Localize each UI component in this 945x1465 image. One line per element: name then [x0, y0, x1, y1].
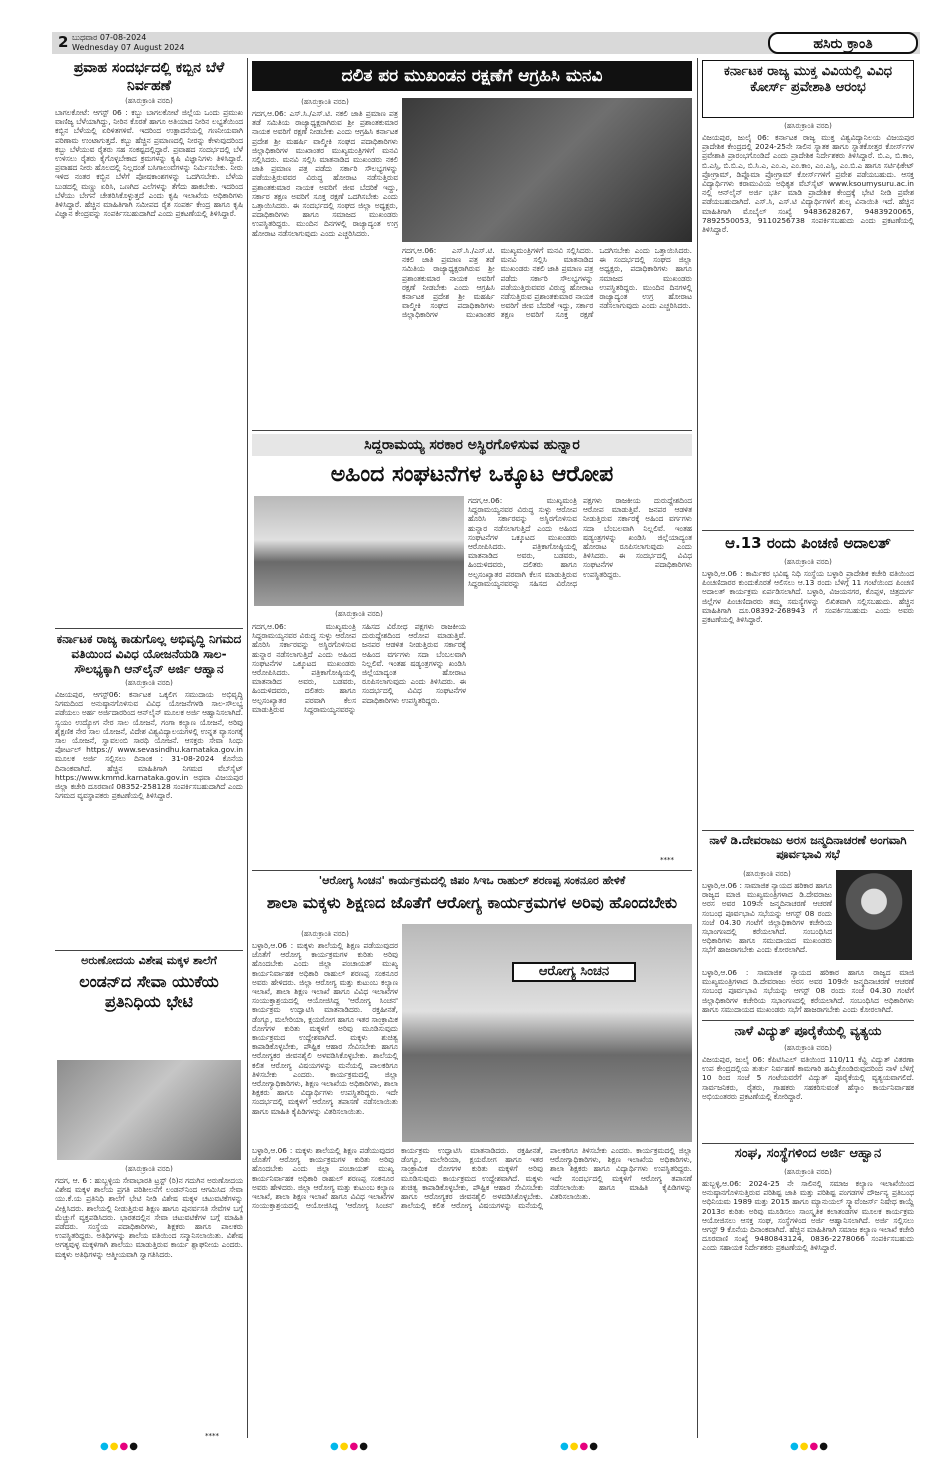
article-body: ಹುಬ್ಬಳ್ಳಿ,ಆ.06: 2024-25 ನೇ ಸಾಲಿನಲ್ಲಿ ಸಮಾಜ ಕಲ್ಯಾಣ ಇಲಾಖೆಯಿಂದ ಅನುಷ್ಠಾನಗೊಳಿಸುತ್ತಿರುವ ಪರಿಶಿಷ್ಟ ಜಾತಿ ಮತ್ತು ಪರಿಶಿಷ್ಟ ಪಂಗಡಗಳ ದೌರ್ಜನ್ಯ ಪ್ರತಿಬಂಧ ಅಧಿನಿಯಮ 1989 ಮತ್ತು 2015 ಹಾಗೂ ಮ್ಯಾನುಯಲ್ ಸ್ಕ್ಯಾವೆಂಜರ್ಸ್ ನಿಷೇಧ ಕಾಯ್ದೆ 2013ರ ಕುರಿತು ಅರಿವು ಮೂಡಿಸಲು ಸಾಂಸ್ಕೃತಿಕ ಕಲಾತಂಡಗಳ ಮೂಲಕ ಕಾರ್ಯಕ್ರಮ ಆಯೋಜಿಸಲು ಆಸಕ್ತ ಸಂಘ, ಸಂಸ್ಥೆಗಳಿಂದ ಅರ್ಜಿ ಆಹ್ವಾನಿಸಲಾಗಿದೆ. ಅರ್ಜಿ ಸಲ್ಲಿಸಲು ಆಗಸ್ಟ್ 9 ಕೊನೆಯ ದಿನಾಂಕವಾಗಿದೆ. ಹೆಚ್ಚಿನ ಮಾಹಿತಿಗಾಗಿ ಸಮಾಜ ಕಲ್ಯಾಣ ಇಲಾಖೆ ಕಚೇರಿ ದೂರವಾಣಿ ಸಂಖ್ಯೆ 9480843124, 0836-2278066 ಸಂಪರ್ಕಿಸಬಹುದು ಎಂದು ಸಹಾಯಕ ನಿರ್ದೇಶಕರು ಪ್ರಕಟಣೆಯಲ್ಲಿ ತಿಳಿಸಿದ್ದಾರೆ. — [702, 1179, 914, 1253]
article-london-visit-head — [55, 954, 243, 1059]
divider — [702, 1020, 914, 1021]
end-mark: **** — [660, 856, 674, 864]
article-body: ಬಳ್ಳಾರಿ,ಆ.06 : ಮಕ್ಕಳು ಶಾಲೆಯಲ್ಲಿ ಶಿಕ್ಷಣ ಪಡೆಯುವುದರ ಜೊತೆಗೆ ಆರೋಗ್ಯ ಕಾರ್ಯಕ್ರಮಗಳ ಕುರಿತು ಅರಿವು ಹೊಂದಬೇಕು ಎಂದು ಜಿಲ್ಲಾ ಪಂಚಾಯತ್ ಮುಖ್ಯ ಕಾರ್ಯನಿರ್ವಾಹಕ ಅಧಿಕಾರಿ ರಾಹುಲ್ ಶರಣಪ್ಪ ಸಂಕನೂರ ಅವರು ಹೇಳಿದರು. ಜಿಲ್ಲಾ ಆರೋಗ್ಯ ಮತ್ತು ಕುಟುಂಬ ಕಲ್ಯಾಣ ಇಲಾಖೆ, ಶಾಲಾ ಶಿಕ್ಷಣ ಇಲಾಖೆ ಹಾಗೂ ವಿವಿಧ ಇಲಾಖೆಗಳ ಸಂಯುಕ್ತಾಶ್ರಯದಲ್ಲಿ ಆಯೋಜಿಸಿದ್ದ 'ಆರೋಗ್ಯ ಸಿಂಚನ' ಕಾರ್ಯಕ್ರಮ ಉದ್ಘಾಟಿಸಿ ಮಾತನಾಡಿದರು. ರಕ್ತಹೀನತೆ, ಡೆಂಗ್ಯೂ, ಮಲೇರಿಯಾ, ಕ್ಷಯರೋಗ ಹಾಗೂ ಇತರ ಸಾಂಕ್ರಾಮಿಕ ರೋಗಗಳ ಕುರಿತು ಮಕ್ಕಳಿಗೆ ಅರಿವು ಮೂಡಿಸುವುದು ಕಾರ್ಯಕ್ರಮದ ಉದ್ದೇಶವಾಗಿದೆ. ಮಕ್ಕಳು ಶುಚಿತ್ವ ಕಾಪಾಡಿಕೊಳ್ಳಬೇಕು, ಪೌಷ್ಟಿಕ ಆಹಾರ ಸೇವಿಸಬೇಕು ಹಾಗೂ ಆರೋಗ್ಯಕರ ಜೀವನಶೈಲಿ ಅಳವಡಿಸಿಕೊಳ್ಳಬೇಕು. ಶಾಲೆಯಲ್ಲಿ ಕಲಿತ ಆರೋಗ್ಯ ವಿಷಯಗಳನ್ನು ಮನೆಯಲ್ಲಿ ಪಾಲಕರಿಗೂ ತಿಳಿಸಬೇಕು ಎಂದರು. ಕಾರ್ಯಕ್ರಮದಲ್ಲಿ ಜಿಲ್ಲಾ ಆರೋಗ್ಯಾಧಿಕಾರಿಗಳು, ಶಿಕ್ಷಣ ಇಲಾಖೆಯ ಅಧಿಕಾರಿಗಳು, ಶಾಲಾ ಶಿಕ್ಷಕರು ಹಾಗೂ ವಿದ್ಯಾರ್ಥಿಗಳು ಉಪಸ್ಥಿತರಿದ್ದರು. ಇದೇ ಸಂದರ್ಭದಲ್ಲಿ ಮಕ್ಕಳಿಗೆ ಆರೋಗ್ಯ ತಪಾಸಣೆ ನಡೆಸಲಾಯಿತು ಹಾಗೂ ಮಾಹಿತಿ ಕೈಪಿಡಿಗಳನ್ನು ವಿತರಿಸಲಾಯಿತು. — [252, 941, 398, 1116]
article-body: ಗದಗ,ಆ.06: ಎಸ್.ಸಿ./ಎಸ್.ಟಿ. ನಕಲಿ ಜಾತಿ ಪ್ರಮಾಣ ಪತ್ರ ತಡೆ ಸಮಿತಿಯ ರಾಜ್ಯಾಧ್ಯಕ್ಷರಾಗಿರುವ ಶ್ರೀ ಪ್ರಶಾಂತಕುಮಾರ ನಾಯಕ ಅವರಿಗೆ ರಕ್ಷಣೆ ನೀಡಬೇಕು ಎಂದು ಆಗ್ರಹಿಸಿ ಕರ್ನಾಟಕ ಪ್ರದೇಶ ಶ್ರೀ ಮಹರ್ಷಿ ವಾಲ್ಮೀಕಿ ಸಂಘದ ಪದಾಧಿಕಾರಿಗಳು ಜಿಲ್ಲಾಧಿಕಾರಿಗಳ ಮುಖಾಂತರ ಮುಖ್ಯಮಂತ್ರಿಗಳಿಗೆ ಮನವಿ ಸಲ್ಲಿಸಿದರು. ಮನವಿ ಸಲ್ಲಿಸಿ ಮಾತನಾಡಿದ ಮುಖಂಡರು ನಕಲಿ ಜಾತಿ ಪ್ರಮಾಣ ಪತ್ರ ಪಡೆದು ಸರ್ಕಾರಿ ಸೌಲಭ್ಯಗಳನ್ನು ಪಡೆಯುತ್ತಿರುವವರ ವಿರುದ್ಧ ಹೋರಾಟ ನಡೆಸುತ್ತಿರುವ ಪ್ರಶಾಂತಕುಮಾರ ನಾಯಕ ಅವರಿಗೆ ಜೀವ ಬೆದರಿಕೆ ಇದ್ದು, ಸರ್ಕಾರ ತಕ್ಷಣ ಅವರಿಗೆ ಸೂಕ್ತ ರಕ್ಷಣೆ ಒದಗಿಸಬೇಕು ಎಂದು ಒತ್ತಾಯಿಸಿದರು. ಈ ಸಂದರ್ಭದಲ್ಲಿ ಸಂಘದ ಜಿಲ್ಲಾ ಅಧ್ಯಕ್ಷರು, ಪದಾಧಿಕಾರಿಗಳು ಹಾಗೂ ಸಮಾಜದ ಮುಖಂಡರು ಉಪಸ್ಥಿತರಿದ್ದರು. ಮುಂದಿನ ದಿನಗಳಲ್ಲಿ ರಾಜ್ಯಾದ್ಯಂತ ಉಗ್ರ ಹೋರಾಟ ನಡೆಸಲಾಗುವುದು ಎಂದು ಎಚ್ಚರಿಸಿದರು. — [252, 109, 398, 238]
headline: ಆ.13 ರಂದು ಪಿಂಚಣಿ ಅದಾಲತ್ — [725, 534, 891, 552]
divider — [55, 628, 243, 629]
article-ahinda-col2 — [468, 496, 692, 866]
photo-press-meet — [254, 496, 464, 606]
headline: ಕರ್ನಾಟಕ ರಾಜ್ಯ ಕಾಡುಗೊಲ್ಲ ಅಭಿವೃದ್ಧಿ ನಿಗಮದ ವತಿಯಿಂದ ವಿವಿಧ ಯೋಜನೆಯಡಿ ಸಾಲ-ಸೌಲಭ್ಯಕ್ಕಾಗಿ ಆನ್‌ಲೈನ್ ಅರ್ಜಿ ಆಹ್ವಾನ — [56, 632, 242, 676]
article-body-continued: ಬಳ್ಳಾರಿ,ಆ.06 : ಸಾಮಾಜಿಕ ನ್ಯಾಯದ ಹರಿಕಾರ ಹಾಗೂ ರಾಜ್ಯದ ಮಾಜಿ ಮುಖ್ಯಮಂತ್ರಿಗಳಾದ ಡಿ.ದೇವರಾಜು ಅರಸ ಅವರ 109ನೇ ಜನ್ಮದಿನಾಚರಣೆ ಆಚರಣೆ ಸಂಬಂಧ ಪೂರ್ವಭಾವಿ ಸಭೆಯನ್ನು ಆಗಸ್ಟ್ 08 ರಂದು ಸಂಜೆ 04.30 ಗಂಟೆಗೆ ಜಿಲ್ಲಾಧಿಕಾರಿಗಳ ಕಚೇರಿಯ ಸಭಾಂಗಣದಲ್ಲಿ ಕರೆಯಲಾಗಿದೆ. ಸಂಬಂಧಿಸಿದ ಅಧಿಕಾರಿಗಳು ಹಾಗೂ ಸಮುದಾಯದ ಮುಖಂಡರು ಸಭೆಗೆ ಹಾಜರಾಗಬೇಕು ಎಂದು ಕೋರಲಾಗಿದೆ. — [702, 968, 914, 1014]
photo-background — [402, 924, 692, 1142]
byline: (ಹಸಿರುಕ್ರಾಂತಿ ವರದಿ) — [784, 558, 832, 566]
article-body-continued: ಗದಗ,ಆ.06: ಎಸ್.ಸಿ./ಎಸ್.ಟಿ. ನಕಲಿ ಜಾತಿ ಪ್ರಮಾಣ ಪತ್ರ ತಡೆ ಸಮಿತಿಯ ರಾಜ್ಯಾಧ್ಯಕ್ಷರಾಗಿರುವ ಶ್ರೀ ಪ್ರಶಾಂತಕುಮಾರ ನಾಯಕ ಅವರಿಗೆ ರಕ್ಷಣೆ ನೀಡಬೇಕು ಎಂದು ಆಗ್ರಹಿಸಿ ಕರ್ನಾಟಕ ಪ್ರದೇಶ ಶ್ರೀ ಮಹರ್ಷಿ ವಾಲ್ಮೀಕಿ ಸಂಘದ ಪದಾಧಿಕಾರಿಗಳು ಜಿಲ್ಲಾಧಿಕಾರಿಗಳ ಮುಖಾಂತರ ಮುಖ್ಯಮಂತ್ರಿಗಳಿಗೆ ಮನವಿ ಸಲ್ಲಿಸಿದರು. ಮನವಿ ಸಲ್ಲಿಸಿ ಮಾತನಾಡಿದ ಮುಖಂಡರು ನಕಲಿ ಜಾತಿ ಪ್ರಮಾಣ ಪತ್ರ ಪಡೆದು ಸರ್ಕಾರಿ ಸೌಲಭ್ಯಗಳನ್ನು ಪಡೆಯುತ್ತಿರುವವರ ವಿರುದ್ಧ ಹೋರಾಟ ನಡೆಸುತ್ತಿರುವ ಪ್ರಶಾಂತಕುಮಾರ ನಾಯಕ ಅವರಿಗೆ ಜೀವ ಬೆದರಿಕೆ ಇದ್ದು, ಸರ್ಕಾರ ತಕ್ಷಣ ಅವರಿಗೆ ಸೂಕ್ತ ರಕ್ಷಣೆ ಒದಗಿಸಬೇಕು ಎಂದು ಒತ್ತಾಯಿಸಿದರು. ಈ ಸಂದರ್ಭದಲ್ಲಿ ಸಂಘದ ಜಿಲ್ಲಾ ಅಧ್ಯಕ್ಷರು, ಪದಾಧಿಕಾರಿಗಳು ಹಾಗೂ ಸಮಾಜದ ಮುಖಂಡರು ಉಪಸ್ಥಿತರಿದ್ದರು. ಮುಂದಿನ ದಿನಗಳಲ್ಲಿ ರಾಜ್ಯಾದ್ಯಂತ ಉಗ್ರ ಹೋರಾಟ ನಡೆಸಲಾಗುವುದು ಎಂದು ಎಚ್ಚರಿಸಿದರು. — [402, 246, 692, 320]
byline: (ಹಸಿರುಕ್ರಾಂತಿ ವರದಿ) — [125, 679, 173, 687]
article-dalit-leader-col2 — [402, 246, 692, 426]
headline: ಶಾಲಾ ಮಕ್ಕಳು ಶಿಕ್ಷಣದ ಜೊತೆಗೆ ಆರೋಗ್ಯ ಕಾರ್ಯಕ್ರಮಗಳ ಅರಿವು ಹೊಂದಬೇಕು — [266, 893, 678, 912]
article-body: ವಿಜಯಪುರ, ಜುಲೈ 06: ಕೆಪಿಟಿಸಿಎಲ್ ವತಿಯಿಂದ 110/11 ಕೆವ್ಹಿ ವಿದ್ಯುತ್ ವಿತರಣಾ ಉಪ ಕೇಂದ್ರದಲ್ಲಿಯ ತುರ್ತು ನಿರ್ವಹಣೆ ಕಾಮಗಾರಿ ಹಮ್ಮಿಕೊಂಡಿರುವುದರಿಂದ ನಾಳೆ ಬೆಳಿಗ್ಗೆ 10 ರಿಂದ ಸಂಜೆ 5 ಗಂಟೆಯವರೆಗೆ ವಿದ್ಯುತ್ ಪೂರೈಕೆಯಲ್ಲಿ ವ್ಯತ್ಯಯವಾಗಲಿದೆ. ಸಾರ್ವಜನಿಕರು, ರೈತರು, ಗ್ರಾಹಕರು ಸಹಕರಿಸುವಂತೆ ಹೆಸ್ಕಾಂ ಕಾರ್ಯನಿರ್ವಾಹಕ ಅಭಿಯಂತರರು ಪ್ರಕಟಣೆಯಲ್ಲಿ ಕೋರಿದ್ದಾರೆ. — [702, 1055, 914, 1101]
byline: (ಹಸಿರುಕ್ರಾಂತಿ ವರದಿ) — [125, 1165, 173, 1173]
column-rule — [697, 58, 698, 1438]
kicker: ಸಿದ್ದರಾಮಯ್ಯ ಸರಕಾರ ಅಸ್ಥಿರಗೊಳಿಸುವ ಹುನ್ನಾರ — [252, 434, 692, 456]
headline: ನಾಳೆ ವಿದ್ಯುತ್ ಪೂರೈಕೆಯಲ್ಲಿ ವ್ಯತ್ಯಯ — [734, 1023, 882, 1038]
article-urs-col1 — [702, 868, 832, 968]
photo-school-children — [57, 1060, 241, 1160]
headline-banner: ದಲಿತ ಪರ ಮುಖಂಡನ ರಕ್ಷಣೆಗೆ ಆಗ್ರಹಿಸಿ ಮನವಿ — [252, 61, 692, 91]
headline: ನಾಳೆ ಡಿ.ದೇವರಾಜು ಅರಸ ಜನ್ಮದಿನಾಚರಣೆ ಅಂಗವಾಗಿ ಪೂರ್ವಭಾವಿ ಸಭೆ — [709, 833, 907, 862]
brand-logo: ಹಸಿರು ಕ್ರಾಂತಿ — [768, 32, 918, 54]
header-date — [72, 33, 184, 53]
headline: ಅಹಿಂದ ಸಂಘಟನೆಗಳ ಒಕ್ಕೂಟ ಆರೋಪ — [330, 462, 614, 487]
divider — [55, 950, 243, 951]
article-pension-adalat — [702, 556, 914, 826]
registration-marks: ●●●● — [790, 1441, 829, 1452]
article-body-continued: ಬಳ್ಳಾರಿ,ಆ.06 : ಮಕ್ಕಳು ಶಾಲೆಯಲ್ಲಿ ಶಿಕ್ಷಣ ಪಡೆಯುವುದರ ಜೊತೆಗೆ ಆರೋಗ್ಯ ಕಾರ್ಯಕ್ರಮಗಳ ಕುರಿತು ಅರಿವು ಹೊಂದಬೇಕು ಎಂದು ಜಿಲ್ಲಾ ಪಂಚಾಯತ್ ಮುಖ್ಯ ಕಾರ್ಯನಿರ್ವಾಹಕ ಅಧಿಕಾರಿ ರಾಹುಲ್ ಶರಣಪ್ಪ ಸಂಕನೂರ ಅವರು ಹೇಳಿದರು. ಜಿಲ್ಲಾ ಆರೋಗ್ಯ ಮತ್ತು ಕುಟುಂಬ ಕಲ್ಯಾಣ ಇಲಾಖೆ, ಶಾಲಾ ಶಿಕ್ಷಣ ಇಲಾಖೆ ಹಾಗೂ ವಿವಿಧ ಇಲಾಖೆಗಳ ಸಂಯುಕ್ತಾಶ್ರಯದಲ್ಲಿ ಆಯೋಜಿಸಿದ್ದ 'ಆರೋಗ್ಯ ಸಿಂಚನ' ಕಾರ್ಯಕ್ರಮ ಉದ್ಘಾಟಿಸಿ ಮಾತನಾಡಿದರು. ರಕ್ತಹೀನತೆ, ಡೆಂಗ್ಯೂ, ಮಲೇರಿಯಾ, ಕ್ಷಯರೋಗ ಹಾಗೂ ಇತರ ಸಾಂಕ್ರಾಮಿಕ ರೋಗಗಳ ಕುರಿತು ಮಕ್ಕಳಿಗೆ ಅರಿವು ಮೂಡಿಸುವುದು ಕಾರ್ಯಕ್ರಮದ ಉದ್ದೇಶವಾಗಿದೆ. ಮಕ್ಕಳು ಶುಚಿತ್ವ ಕಾಪಾಡಿಕೊಳ್ಳಬೇಕು, ಪೌಷ್ಟಿಕ ಆಹಾರ ಸೇವಿಸಬೇಕು ಹಾಗೂ ಆರೋಗ್ಯಕರ ಜೀವನಶೈಲಿ ಅಳವಡಿಸಿಕೊಳ್ಳಬೇಕು. ಶಾಲೆಯಲ್ಲಿ ಕಲಿತ ಆರೋಗ್ಯ ವಿಷಯಗಳನ್ನು ಮನೆಯಲ್ಲಿ ಪಾಲಕರಿಗೂ ತಿಳಿಸಬೇಕು ಎಂದರು. ಕಾರ್ಯಕ್ರಮದಲ್ಲಿ ಜಿಲ್ಲಾ ಆರೋಗ್ಯಾಧಿಕಾರಿಗಳು, ಶಿಕ್ಷಣ ಇಲಾಖೆಯ ಅಧಿಕಾರಿಗಳು, ಶಾಲಾ ಶಿಕ್ಷಕರು ಹಾಗೂ ವಿದ್ಯಾರ್ಥಿಗಳು ಉಪಸ್ಥಿತರಿದ್ದರು. ಇದೇ ಸಂದರ್ಭದಲ್ಲಿ ಮಕ್ಕಳಿಗೆ ಆರೋಗ್ಯ ತಪಾಸಣೆ ನಡೆಸಲಾಯಿತು ಹಾಗೂ ಮಾಹಿತಿ ಕೈಪಿಡಿಗಳನ್ನು ವಿತರಿಸಲಾಯಿತು. — [252, 1146, 692, 1211]
date-english: Wednesday 07 August 2024 — [72, 43, 185, 52]
date-kannada: ಬುಧವಾರ 07-08-2024 — [72, 33, 147, 42]
article-urs-col2 — [702, 968, 914, 1018]
headline: ಪ್ರವಾಹ ಸಂದರ್ಭದಲ್ಲಿ ಕಬ್ಬಿನ ಬೆಳೆ ನಿರ್ವಹಣೆ — [73, 60, 225, 94]
column-rule — [247, 58, 248, 1438]
byline: (ಹಸಿರುಕ್ರಾಂತಿ ವರದಿ) — [784, 122, 832, 130]
article-ahinda-col1 — [252, 622, 466, 866]
article-loan-application — [55, 632, 243, 947]
kicker: ಅರುಣೋದಯ ವಿಶೇಷ ಮಕ್ಕಳ ಶಾಲೆಗೆ — [81, 954, 217, 967]
divider — [252, 430, 692, 431]
event-banner: ಆರೋಗ್ಯ ಸಿಂಚನ — [512, 962, 636, 982]
byline: (ಹಸಿರುಕ್ರಾಂತಿ ವರದಿ) — [743, 870, 791, 878]
article-health-col2 — [252, 1146, 692, 1434]
article-ksou-admission — [702, 120, 914, 488]
headline: ಸಂಘ, ಸಂಸ್ಥೆಗಳಿಂದ ಅರ್ಜಿ ಆಹ್ವಾನ — [734, 1146, 882, 1161]
byline: (ಹಸಿರುಕ್ರಾಂತಿ ವರದಿ) — [301, 98, 349, 106]
article-body: ವಿಜಯಪುರ, ಆಗಸ್ಟ್06: ಕರ್ನಾಟಕ ಒಕ್ಕಲಿಗ ಸಮುದಾಯ ಅಭಿವೃದ್ಧಿ ನಿಗಮದಿಂದ ಅನುಷ್ಠಾನಗೊಳಿಸುವ ವಿವಿಧ ಯೋಜನೆಗಳಡಿ ಸಾಲ-ಸೌಲಭ್ಯ ಪಡೆಯಲು ಅರ್ಹ ಅರ್ಜಿದಾರರಿಂದ ಆನ್‌ಲೈನ್ ಮೂಲಕ ಅರ್ಜಿ ಆಹ್ವಾನಿಸಲಾಗಿದೆ. ಸ್ವಯಂ ಉದ್ಯೋಗ ನೇರ ಸಾಲ ಯೋಜನೆ, ಗಂಗಾ ಕಲ್ಯಾಣ ಯೋಜನೆ, ಅರಿವು ಶೈಕ್ಷಣಿಕ ನೇರ ಸಾಲ ಯೋಜನೆ, ವಿದೇಶ ವಿಶ್ವವಿದ್ಯಾಲಯಗಳಲ್ಲಿ ಉನ್ನತ ವ್ಯಾಸಂಗಕ್ಕೆ ಸಾಲ ಯೋಜನೆ, ಸ್ವಾವಲಂಬಿ ಸಾರಥಿ ಯೋಜನೆ. ಆಸಕ್ತರು ಸೇವಾ ಸಿಂಧು ಪೋರ್ಟಲ್ https:// www.sevasindhu.karnataka.gov.in ಮೂಲಕ ಅರ್ಜಿ ಸಲ್ಲಿಸಲು ದಿನಾಂಕ : 31-08-2024 ಕೊನೆಯ ದಿನಾಂಕವಾಗಿದೆ. ಹೆಚ್ಚಿನ ಮಾಹಿತಿಗಾಗಿ ನಿಗಮದ ವೆಬ್‌ಸೈಟ್ https://www.kmmd.karnataka.gov.in ಅಥವಾ ವಿಜಯಪುರ ಜಿಲ್ಲಾ ಕಚೇರಿ ದೂರವಾಣಿ 08352-258128 ಸಂಪರ್ಕಿಸಬಹುದಾಗಿದೆ ಎಂದು ನಿಗಮದ ವ್ಯವಸ್ಥಾಪಕರು ಪ್ರಕಟಣೆಯಲ್ಲಿ ತಿಳಿಸಿದ್ದಾರೆ. — [55, 690, 243, 801]
kicker: 'ಆರೋಗ್ಯ ಸಿಂಚನ' ಕಾರ್ಯಕ್ರಮದಲ್ಲಿ ಜಿಪಂ ಸಿಇಒ ರಾಹುಲ್ ಶರಣಪ್ಪ ಸಂಕನೂರ ಹೇಳಿಕೆ — [318, 874, 626, 887]
byline: (ಹಸಿರುಕ್ರಾಂತಿ ವರದಿ) — [125, 97, 173, 105]
photo-byline: (ಹಸಿರುಕ್ರಾಂತಿ ವರದಿ) — [335, 610, 383, 618]
registration-marks: ●●●● — [330, 1441, 369, 1452]
registration-marks: ●●●● — [560, 1441, 599, 1452]
photo-health-event — [402, 924, 692, 1142]
article-body: ಬಳ್ಳಾರಿ,ಆ.06 : ಸಾಮಾಜಿಕ ನ್ಯಾಯದ ಹರಿಕಾರ ಹಾಗೂ ರಾಜ್ಯದ ಮಾಜಿ ಮುಖ್ಯಮಂತ್ರಿಗಳಾದ ಡಿ.ದೇವರಾಜು ಅರಸ ಅವರ 109ನೇ ಜನ್ಮದಿನಾಚರಣೆ ಆಚರಣೆ ಸಂಬಂಧ ಪೂರ್ವಭಾವಿ ಸಭೆಯನ್ನು ಆಗಸ್ಟ್ 08 ರಂದು ಸಂಜೆ 04.30 ಗಂಟೆಗೆ ಜಿಲ್ಲಾಧಿಕಾರಿಗಳ ಕಚೇರಿಯ ಸಭಾಂಗಣದಲ್ಲಿ ಕರೆಯಲಾಗಿದೆ. ಸಂಬಂಧಿಸಿದ ಅಧಿಕಾರಿಗಳು ಹಾಗೂ ಸಮುದಾಯದ ಮುಖಂಡರು ಸಭೆಗೆ ಹಾಜರಾಗಬೇಕು ಎಂದು ಕೋರಲಾಗಿದೆ. — [702, 881, 832, 955]
divider — [252, 870, 692, 871]
article-power-cut — [702, 1042, 914, 1140]
headline: ಲಂಡನ್‌ದ ಸೇವಾ ಯುಕೆಯ ಪ್ರತಿನಿಧಿಯ ಭೇಟಿ — [79, 971, 219, 1011]
divider — [702, 830, 914, 831]
photo-devaraj-urs — [836, 870, 912, 960]
article-body: ಬಾಗಲಕೋಟೆ: ಆಗಸ್ಟ್ 06 : ಕಬ್ಬು ಬಾಗಲಕೋಟೆ ಜಿಲ್ಲೆಯ ಒಂದು ಪ್ರಮುಖ ವಾಣಿಜ್ಯ ಬೆಳೆಯಾಗಿದ್ದು, ನೀರಿನ ಕೊರತೆ ಹಾಗೂ ಅತಿಯಾದ ನೀರಿನ ಲಭ್ಯತೆಯಿಂದ ಕಬ್ಬಿನ ಬೆಳೆಯಲ್ಲಿ ಏರಿಳಿತಗಳಿವೆ. ಇದರಿಂದ ಉತ್ಪಾದನೆಯಲ್ಲಿ ಗಣನೀಯವಾಗಿ ಪರಿಣಾಮ ಉಂಟಾಗುತ್ತದೆ. ಕಬ್ಬು ಹೆಚ್ಚಿನ ಪ್ರಮಾಣದಲ್ಲಿ ನೀರನ್ನು ಕೇಳುವುದರಿಂದ ಕಬ್ಬು ಬೆಳೆಯುವ ರೈತರು ಸಹ ಸಂಕಷ್ಟದಲ್ಲಿದ್ದಾರೆ. ಪ್ರವಾಹದ ಸಂದರ್ಭದಲ್ಲಿ ಬೆಳೆ ಉಳಿಸಲು ರೈತರು ಕೈಗೊಳ್ಳಬೇಕಾದ ಕ್ರಮಗಳನ್ನು ಕೃಷಿ ವಿಜ್ಞಾನಿಗಳು ತಿಳಿಸಿದ್ದಾರೆ. ಪ್ರವಾಹದ ನೀರು ಹೊಲದಲ್ಲಿ ನಿಲ್ಲದಂತೆ ಬಸಿಗಾಲುವೆಗಳನ್ನು ನಿರ್ಮಿಸಬೇಕು. ನೀರು ಇಳಿದ ನಂತರ ಕಬ್ಬಿನ ಬೆಳೆಗೆ ಪೋಷಕಾಂಶಗಳನ್ನು ಒದಗಿಸಬೇಕು. ಬೆಳೆಯ ಬುಡದಲ್ಲಿ ಮಣ್ಣು ಏರಿಸಿ, ಒಣಗಿದ ಎಲೆಗಳನ್ನು ತೆಗೆದು ಹಾಕಬೇಕು. ಇದರಿಂದ ಬೆಳೆಯು ಬೇಗನೆ ಚೇತರಿಸಿಕೊಳ್ಳುತ್ತದೆ ಎಂದು ಕೃಷಿ ಇಲಾಖೆಯ ಅಧಿಕಾರಿಗಳು ತಿಳಿಸಿದ್ದಾರೆ. ಹೆಚ್ಚಿನ ಮಾಹಿತಿಗಾಗಿ ಸಮೀಪದ ರೈತ ಸಂಪರ್ಕ ಕೇಂದ್ರ ಹಾಗೂ ಕೃಷಿ ವಿಜ್ಞಾನ ಕೇಂದ್ರವನ್ನು ಸಂಪರ್ಕಿಸಬಹುದಾಗಿದೆ ಎಂದು ಪ್ರಕಟಣೆಯಲ್ಲಿ ತಿಳಿಸಿದ್ದಾರೆ. — [55, 108, 243, 219]
photo-memorandum — [402, 98, 692, 242]
headline-box — [702, 60, 914, 118]
article-body: ವಿಜಯಪುರ, ಜುಲೈ 06: ಕರ್ನಾಟಕ ರಾಜ್ಯ ಮುಕ್ತ ವಿಶ್ವವಿದ್ಯಾನಿಲಯ ವಿಜಯಪುರ ಪ್ರಾದೇಶಿಕ ಕೇಂದ್ರದಲ್ಲಿ 2024-25ನೇ ಸಾಲಿನ ಸ್ನಾತಕ ಹಾಗೂ ಸ್ನಾತಕೋತ್ತರ ಕೋರ್ಸ್‌ಗಳ ಪ್ರವೇಶಾತಿ ಪ್ರಾರಂಭಗೊಂಡಿದೆ ಎಂದು ಪ್ರಾದೇಶಿಕ ನಿರ್ದೇಶಕರು ತಿಳಿಸಿದ್ದಾರೆ. ಬಿ.ಎ, ಬಿ.ಕಾಂ, ಬಿ.ಎಸ್ಸಿ, ಬಿ.ಬಿ.ಎ, ಬಿ.ಸಿ.ಎ, ಎಂ.ಎ, ಎಂ.ಕಾಂ, ಎಂ.ಎಸ್ಸಿ, ಎಂ.ಬಿ.ಎ ಹಾಗೂ ಸರ್ಟಿಫಿಕೇಟ್ ಪ್ರೋಗ್ರಾಮ್, ಡಿಪ್ಲೊಮಾ ಪ್ರೋಗ್ರಾಮ್ ಕೋರ್ಸ್‌ಗಳಿಗೆ ಪ್ರವೇಶ ಪಡೆಯಬಹುದು. ಆಸಕ್ತ ವಿದ್ಯಾರ್ಥಿಗಳು ಕರಾಮುವಿಯ ಅಧಿಕೃತ ವೆಬ್‌ಸೈಟ್ www.ksoumysuru.ac.in ನಲ್ಲಿ ಆನ್‌ಲೈನ್ ಅರ್ಜಿ ಭರ್ತಿ ಮಾಡಿ ಪ್ರಾದೇಶಿಕ ಕೇಂದ್ರಕ್ಕೆ ಭೇಟಿ ನೀಡಿ ಪ್ರವೇಶ ಪಡೆಯಬಹುದಾಗಿದೆ. ಎಸ್.ಸಿ, ಎಸ್.ಟಿ ವಿದ್ಯಾರ್ಥಿಗಳಿಗೆ ಶುಲ್ಕ ವಿನಾಯಿತಿ ಇದೆ. ಹೆಚ್ಚಿನ ಮಾಹಿತಿಗಾಗಿ ಮೊಬೈಲ್ ಸಂಖ್ಯೆ 9483628267, 9483920065, 7892550053, 9110256738 ಸಂಪರ್ಕಿಸಬಹುದು ಎಂದು ಪ್ರಕಟಣೆಯಲ್ಲಿ ತಿಳಿಸಿದ್ದಾರೆ. — [702, 133, 914, 235]
article-body: ಗದಗ,ಆ.06: ಮುಖ್ಯಮಂತ್ರಿ ಸಿದ್ದರಾಮಯ್ಯನವರ ವಿರುದ್ಧ ಸುಳ್ಳು ಆರೋಪ ಹೊರಿಸಿ ಸರ್ಕಾರವನ್ನು ಅಸ್ಥಿರಗೊಳಿಸುವ ಹುನ್ನಾರ ನಡೆಸಲಾಗುತ್ತಿದೆ ಎಂದು ಅಹಿಂದ ಸಂಘಟನೆಗಳ ಒಕ್ಕೂಟದ ಮುಖಂಡರು ಆರೋಪಿಸಿದರು. ಪತ್ರಿಕಾಗೋಷ್ಠಿಯಲ್ಲಿ ಮಾತನಾಡಿದ ಅವರು, ಬಡವರು, ಹಿಂದುಳಿದವರು, ದಲಿತರು ಹಾಗೂ ಅಲ್ಪಸಂಖ್ಯಾತರ ಪರವಾಗಿ ಕೆಲಸ ಮಾಡುತ್ತಿರುವ ಸಿದ್ದರಾಮಯ್ಯನವರನ್ನು ಸಹಿಸದ ವಿರೋಧ ಪಕ್ಷಗಳು ರಾಜಕೀಯ ದುರುದ್ದೇಶದಿಂದ ಆರೋಪ ಮಾಡುತ್ತಿವೆ. ಜನಪರ ಆಡಳಿತ ನೀಡುತ್ತಿರುವ ಸರ್ಕಾರಕ್ಕೆ ಅಹಿಂದ ವರ್ಗಗಳು ಸದಾ ಬೆಂಬಲವಾಗಿ ನಿಲ್ಲಲಿವೆ. ಇಂತಹ ಷಡ್ಯಂತ್ರಗಳನ್ನು ಖಂಡಿಸಿ ಜಿಲ್ಲೆಯಾದ್ಯಂತ ಹೋರಾಟ ರೂಪಿಸಲಾಗುವುದು ಎಂದು ತಿಳಿಸಿದರು. ಈ ಸಂದರ್ಭದಲ್ಲಿ ವಿವಿಧ ಸಂಘಟನೆಗಳ ಪದಾಧಿಕಾರಿಗಳು ಉಪಸ್ಥಿತರಿದ್ದರು. — [252, 622, 466, 714]
article-health-col1 — [252, 928, 398, 1142]
byline: (ಹಸಿರುಕ್ರಾಂತಿ ವರದಿ) — [301, 930, 349, 938]
byline: (ಹಸಿರುಕ್ರಾಂತಿ ವರದಿ) — [784, 1168, 832, 1176]
article-body: ಗದಗ,ಆ.06: ಮುಖ್ಯಮಂತ್ರಿ ಸಿದ್ದರಾಮಯ್ಯನವರ ವಿರುದ್ಧ ಸುಳ್ಳು ಆರೋಪ ಹೊರಿಸಿ ಸರ್ಕಾರವನ್ನು ಅಸ್ಥಿರಗೊಳಿಸುವ ಹುನ್ನಾರ ನಡೆಸಲಾಗುತ್ತಿದೆ ಎಂದು ಅಹಿಂದ ಸಂಘಟನೆಗಳ ಒಕ್ಕೂಟದ ಮುಖಂಡರು ಆರೋಪಿಸಿದರು. ಪತ್ರಿಕಾಗೋಷ್ಠಿಯಲ್ಲಿ ಮಾತನಾಡಿದ ಅವರು, ಬಡವರು, ಹಿಂದುಳಿದವರು, ದಲಿತರು ಹಾಗೂ ಅಲ್ಪಸಂಖ್ಯಾತರ ಪರವಾಗಿ ಕೆಲಸ ಮಾಡುತ್ತಿರುವ ಸಿದ್ದರಾಮಯ್ಯನವರನ್ನು ಸಹಿಸದ ವಿರೋಧ ಪಕ್ಷಗಳು ರಾಜಕೀಯ ದುರುದ್ದೇಶದಿಂದ ಆರೋಪ ಮಾಡುತ್ತಿವೆ. ಜನಪರ ಆಡಳಿತ ನೀಡುತ್ತಿರುವ ಸರ್ಕಾರಕ್ಕೆ ಅಹಿಂದ ವರ್ಗಗಳು ಸದಾ ಬೆಂಬಲವಾಗಿ ನಿಲ್ಲಲಿವೆ. ಇಂತಹ ಷಡ್ಯಂತ್ರಗಳನ್ನು ಖಂಡಿಸಿ ಜಿಲ್ಲೆಯಾದ್ಯಂತ ಹೋರಾಟ ರೂಪಿಸಲಾಗುವುದು ಎಂದು ತಿಳಿಸಿದರು. ಈ ಸಂದರ್ಭದಲ್ಲಿ ವಿವಿಧ ಸಂಘಟನೆಗಳ ಪದಾಧಿಕಾರಿಗಳು ಉಪಸ್ಥಿತರಿದ್ದರು. — [468, 496, 692, 588]
article-body: ಬಳ್ಳಾರಿ,ಆ.06 : ಕಾರ್ಮಿಕರ ಭವಿಷ್ಯ ನಿಧಿ ಸಂಸ್ಥೆಯ ಬಳ್ಳಾರಿ ಪ್ರಾದೇಶಿಕ ಕಚೇರಿ ವತಿಯಿಂದ ಪಿಂಚಣಿದಾರರ ಕುಂದುಕೊರತೆ ಆಲಿಸಲು ಆ.13 ರಂದು ಬೆಳಿಗ್ಗೆ 11 ಗಂಟೆಯಿಂದ ಪಿಂಚಣಿ ಅದಾಲತ್ ಕಾರ್ಯಕ್ರಮ ಏರ್ಪಡಿಸಲಾಗಿದೆ. ಬಳ್ಳಾರಿ, ವಿಜಯನಗರ, ಕೊಪ್ಪಳ, ಚಿತ್ರದುರ್ಗ ಜಿಲ್ಲೆಗಳ ಪಿಂಚಣಿದಾರರು ತಮ್ಮ ಸಮಸ್ಯೆಗಳನ್ನು ಲಿಖಿತವಾಗಿ ಸಲ್ಲಿಸಬಹುದು. ಹೆಚ್ಚಿನ ಮಾಹಿತಿಗಾಗಿ ದೂ.08392-268943 ಗೆ ಸಂಪರ್ಕಿಸಬಹುದು ಎಂದು ಅವರು ಪ್ರಕಟಣೆಯಲ್ಲಿ ತಿಳಿಸಿದ್ದಾರೆ. — [702, 569, 914, 625]
byline: (ಹಸಿರುಕ್ರಾಂತಿ ವರದಿ) — [784, 1044, 832, 1052]
article-cane-flood — [55, 60, 243, 625]
article-body: ಗದಗ, ಆ. 6 : ಹುಬ್ಬಳ್ಳಿಯ ಸೇವಾಭಾರತಿ ಟ್ರಸ್ಟ್ (ರಿ)ನ ಗದುಗಿನ ಅರುಣೋದಯ ವಿಶೇಷ ಮಕ್ಕಳ ಶಾಲೆಯ ಪ್ರಗತಿ ಪರಿಶೀಲನೆಗೆ ಲಂಡನ್‌ನಿಂದ ಆಗಮಿಸಿದ ಸೇವಾ ಯು.ಕೆ.ಯ ಪ್ರತಿನಿಧಿ ಶಾಲೆಗೆ ಭೇಟಿ ನೀಡಿ ವಿಶೇಷ ಮಕ್ಕಳ ಚಟುವಟಿಕೆಗಳನ್ನು ವೀಕ್ಷಿಸಿದರು. ಶಾಲೆಯಲ್ಲಿ ನೀಡುತ್ತಿರುವ ಶಿಕ್ಷಣ ಹಾಗೂ ಪುನರ್ವಸತಿ ಸೇವೆಗಳ ಬಗ್ಗೆ ಮೆಚ್ಚುಗೆ ವ್ಯಕ್ತಪಡಿಸಿದರು. ಭಾರತದಲ್ಲಿನ ಸೇವಾ ಚಟುವಟಿಕೆಗಳ ಬಗ್ಗೆ ಮಾಹಿತಿ ಪಡೆದರು. ಸಂಸ್ಥೆಯ ಪದಾಧಿಕಾರಿಗಳು, ಶಿಕ್ಷಕರು ಹಾಗೂ ಪಾಲಕರು ಉಪಸ್ಥಿತರಿದ್ದರು. ಅತಿಥಿಗಳನ್ನು ಶಾಲೆಯ ವತಿಯಿಂದ ಸನ್ಮಾನಿಸಲಾಯಿತು. ವಿಶೇಷ ಅಗತ್ಯವುಳ್ಳ ಮಕ್ಕಳಿಗಾಗಿ ಶಾಲೆಯು ಮಾಡುತ್ತಿರುವ ಕಾರ್ಯ ಶ್ಲಾಘನೀಯ ಎಂದರು. ಮಕ್ಕಳು ಅತಿಥಿಗಳನ್ನು ಆತ್ಮೀಯವಾಗಿ ಸ್ವಾಗತಿಸಿದರು. — [55, 1176, 243, 1259]
divider — [702, 530, 914, 531]
headline: ಕರ್ನಾಟಕ ರಾಜ್ಯ ಮುಕ್ತ ವಿವಿಯಲ್ಲಿ ವಿವಿಧ ಕೋರ್ಸ್ ಪ್ರವೇಶಾತಿ ಆರಂಭ — [724, 64, 892, 96]
end-mark: **** — [205, 1432, 219, 1440]
registration-marks: ●●●● — [100, 1441, 139, 1452]
page-number: 2 — [58, 33, 69, 51]
article-applications — [702, 1166, 914, 1432]
article-london-visit-body — [55, 1163, 243, 1433]
article-dalit-leader-col1 — [252, 96, 398, 426]
divider — [702, 1143, 914, 1144]
